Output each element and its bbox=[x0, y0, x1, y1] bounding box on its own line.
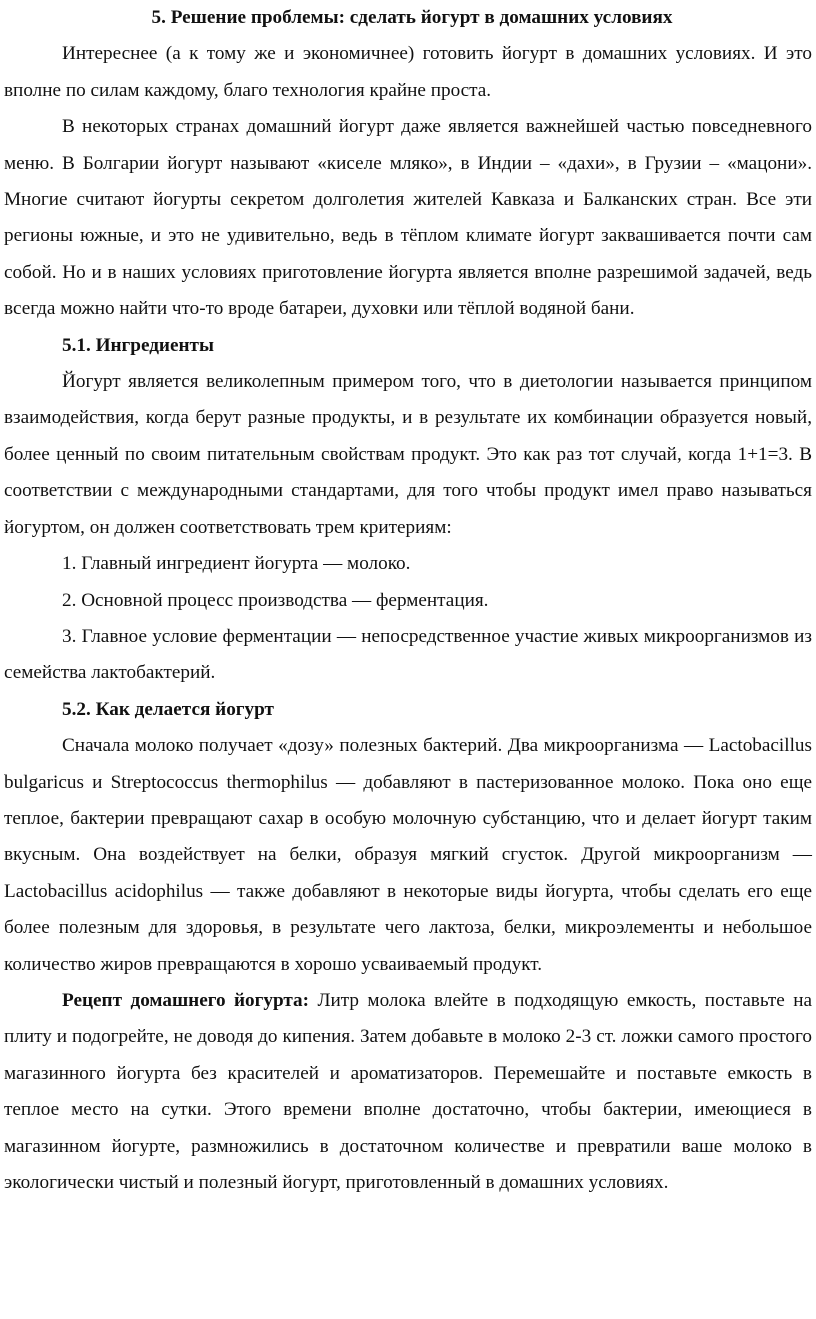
ingredients-paragraph: Йогурт является великолепным примером того, что в диетологии называется принципом взаимодействия, когда берут разные продукты, и в результате их комбинации образуется новый, более ценный по своим питательным свойствам продукт. Это как раз тот случай, когда 1+1=3. В соответствии с международными стандартами, для того чтобы продукт имел право называться йогуртом, он должен соответствовать трем критериям: bbox=[4, 371, 812, 538]
criteria-item-1: 1. Главный ингредиент йогурта — молоко. bbox=[62, 553, 411, 575]
recipe-text: Литр молока влейте в подходящую емкость, поставьте на плиту и подогрейте, не доводя до кипения. Затем добавьте в молоко 2-3 ст. ложки самого простого магазинного йогурта без красителей и ароматизаторов. Перемешайте и поставьте емкость в теплое место на сутки. Этого времени вполне достаточно, чтобы бактерии, имеющиеся в магазинном йогурте, размножились в достаточном количестве и превратили ваше молоко в экологически чистый и полезный йогурт, приготовленный в домашних условиях. bbox=[4, 989, 813, 1193]
section-title: 5. Решение проблемы: сделать йогурт в домашних условиях bbox=[151, 7, 673, 28]
recipe-paragraph bbox=[4, 983, 812, 1201]
intro-paragraph-1: Интереснее (а к тому же и экономичнее) готовить йогурт в домашних условиях. И это вполне по силам каждому, благо технология крайне проста. bbox=[4, 43, 812, 101]
subsection-heading-how-made: 5.2. Как делается йогурт bbox=[62, 698, 274, 720]
subsection-heading-ingredients: 5.1. Ингредиенты bbox=[62, 334, 214, 356]
document-page bbox=[4, 0, 812, 1201]
criteria-item-3: 3. Главное условие ферментации — непосредственное участие живых микроорганизмов из семейства лактобактерий. bbox=[4, 625, 812, 684]
recipe-label: Рецепт домашнего йогурта: bbox=[62, 989, 310, 1011]
how-made-paragraph: Сначала молоко получает «дозу» полезных бактерий. Два микроорганизма — Lactobacillus bulgaricus и Streptococcus thermophilus — добавляют в пастеризованное молоко. Пока оно еще теплое, бактерии превращают сахар в особую молочную субстанцию, что и делает йогурт таким вкусным. Она воздействует на белки, образуя мягкий сгусток. Другой микроорганизм — Lactobacillus acidophilus — также добавляют в некоторые виды йогурта, чтобы сделать его еще более полезным для здоровья, в результате чего лактоза, белки, микроэлементы и небольшое количество жиров превращаются в хорошо усваиваемый продукт. bbox=[4, 735, 812, 975]
intro-paragraph-2: В некоторых странах домашний йогурт даже является важнейшей частью повседневного меню. В Болгарии йогурт называют «киселе мляко», в Индии – «дахи», в Грузии – «мацони». Многие считают йогурты секретом долголетия жителей Кавказа и Балканских стран. Все эти регионы южные, и это не удивительно, ведь в тёплом климате йогурт заквашивается почти сам собой. Но и в наших условиях приготовление йогурта является вполне разрешимой задачей, ведь всегда можно найти что-то вроде батареи, духовки или тёплой водяной бани. bbox=[4, 116, 812, 320]
criteria-item-2: 2. Основной процесс производства — ферментация. bbox=[62, 589, 489, 611]
